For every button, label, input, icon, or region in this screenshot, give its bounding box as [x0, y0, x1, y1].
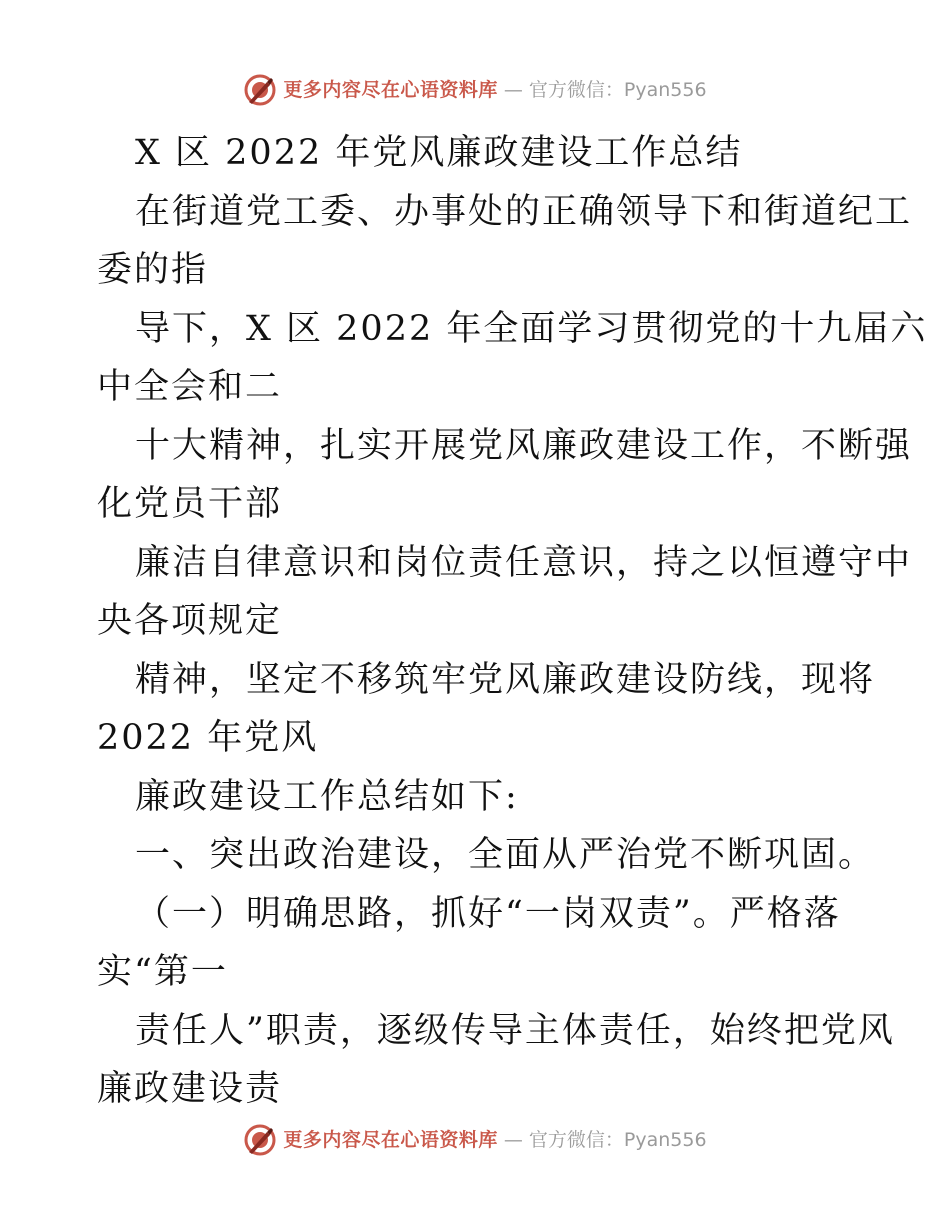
pen-logo-icon	[243, 73, 277, 107]
pen-logo-icon	[243, 1123, 277, 1157]
footer-watermark	[0, 1118, 950, 1162]
watermark-brand-text: 更多内容尽在心语资料库	[283, 79, 498, 101]
text-line: 2022 年党风	[97, 718, 319, 758]
text-line: 央各项规定	[97, 601, 283, 641]
text-line: 十大精神，扎实开展党风廉政建设工作，不断强	[135, 425, 913, 466]
document-body	[97, 124, 928, 1119]
watermark-contact-text: 官方微信：Pyan556	[528, 1129, 707, 1151]
text-line: 化党员干部	[97, 484, 283, 524]
watermark-separator: —	[503, 1129, 523, 1151]
text-line: 在街道党工委、办事处的正确领导下和街道纪工	[135, 191, 913, 232]
text-line: 廉洁自律意识和岗位责任意识，持之以恒遵守中	[135, 542, 913, 583]
text-line: 中全会和二	[97, 367, 283, 407]
text-line: 一、突出政治建设，全面从严治党不断巩固。	[135, 835, 876, 875]
watermark-contact-text: 官方微信：Pyan556	[528, 79, 707, 101]
text-line: 精神，坚定不移筑牢党风廉政建设防线，现将	[135, 659, 876, 700]
text-line: 责任人”职责，逐级传导主体责任，始终把党风	[135, 1010, 895, 1051]
text-line: 导下，X 区 2022 年全面学习贯彻党的十九届六	[135, 308, 928, 349]
text-line: 廉政建设责	[97, 1069, 283, 1109]
watermark-brand-text: 更多内容尽在心语资料库	[283, 1129, 498, 1151]
text-line: 委的指	[97, 250, 209, 290]
document-title: X 区 2022 年党风廉政建设工作总结	[135, 133, 743, 173]
header-watermark	[0, 68, 950, 112]
text-line: 实“第一	[97, 952, 228, 992]
text-line: 廉政建设工作总结如下:	[135, 776, 519, 817]
watermark-separator: —	[503, 79, 523, 101]
text-line: （一）明确思路，抓好“一岗双责”。严格落	[135, 893, 841, 934]
